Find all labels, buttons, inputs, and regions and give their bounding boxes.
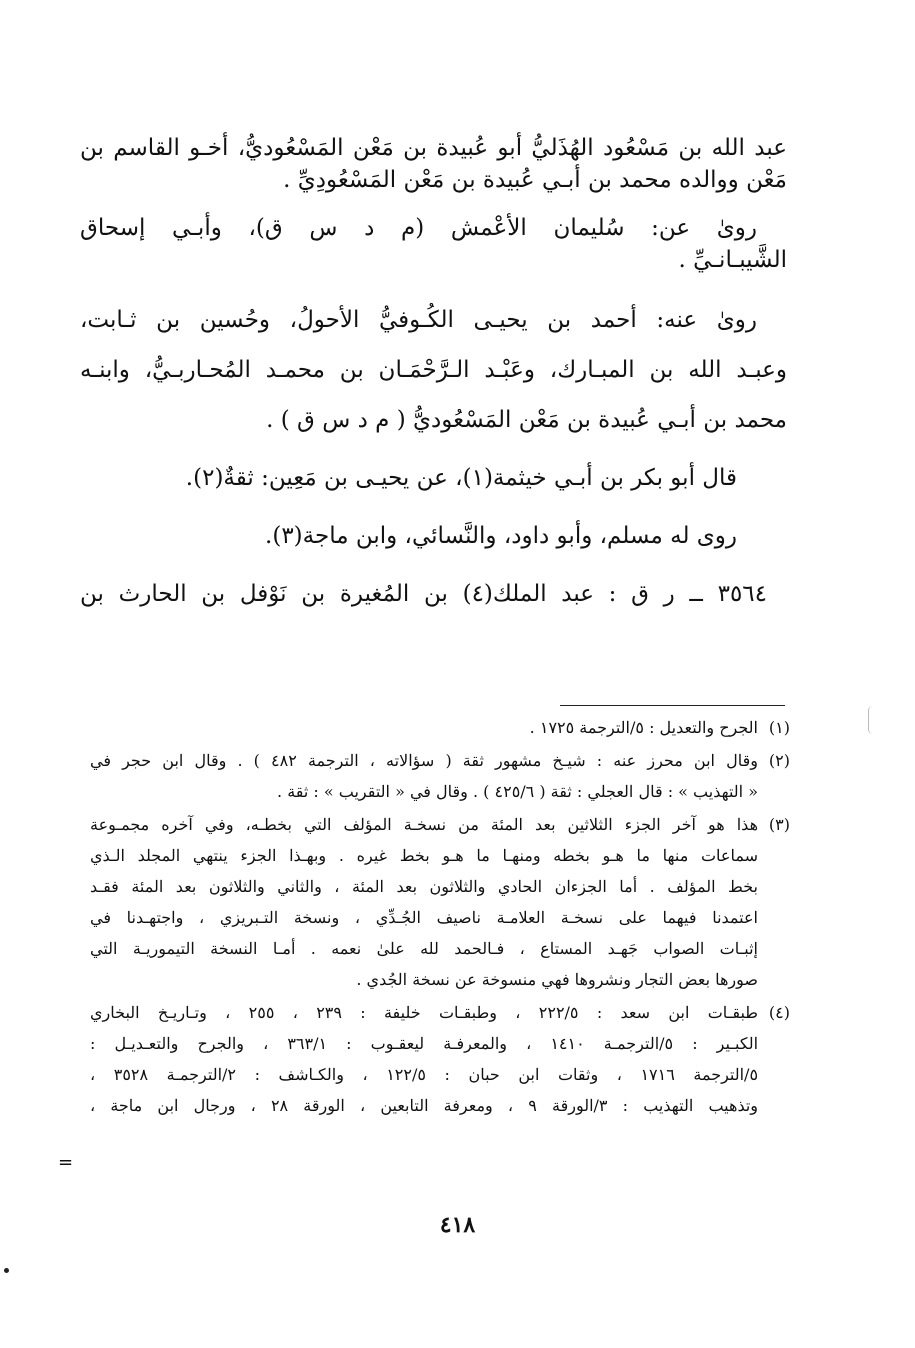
footnote-number: (٣) bbox=[768, 815, 790, 834]
entry-heading-3564: ٣٥٦٤ ــ ر ق : عبد الملك(٤) بن المُغيرة بن نَوْفل بن الحارث بن bbox=[80, 581, 768, 607]
footnote-line: الجرح والتعديل : ٥/الترجمة ١٧٢٥ . bbox=[529, 718, 758, 737]
footnote-line: وقال ابن محرز عنه : شيـخ مشهور ثقة ( سؤالاته ، الترجمة ٤٨٢ ) . وقال ابن حجر في bbox=[90, 751, 758, 770]
footnote-separator bbox=[560, 705, 785, 706]
riwaya-anhu-line: روىٰ عنه: أحمد بن يحيـى الكُـوفيُّ الأحولُ، وحُسين بن ثـابت، bbox=[80, 307, 757, 333]
footnote-line: صورها بعض التجار ونشروها فهي منسوخة عن نسخة الجُدي . bbox=[356, 970, 758, 989]
text-line: مَعْن ووالده محمد بن أبـي عُبيدة بن مَعْن المَسْعُودِيِّ . bbox=[283, 167, 787, 193]
footnote-line: وتذهيب التهذيب : ٣/الورقة ٩ ، ومعرفة التابعين ، الورقة ٢٨ ، ورجال ابن ماجة ، bbox=[90, 1096, 759, 1115]
text-line: الشَّيبـانـيِّ . bbox=[678, 247, 787, 273]
footnote-line: الكبـير : ٥/الترجمـة ١٤١٠ ، والمعرفـة ليعقـوب : ٣٦٣/١ ، والجرح والتعـديـل : bbox=[90, 1034, 759, 1053]
footnote-line: « التهذيب » : قال العجلي : ثقة ( ٤٢٥/٦ ) . وقال في « التقريب » : ثقة . bbox=[277, 782, 758, 801]
text-line: محمد بن أبـي عُبيدة بن مَعْن المَسْعُوديُّ ( م د س ق ) . bbox=[266, 407, 787, 433]
footnote-number: (٢) bbox=[768, 751, 790, 770]
footnote-line: هذا هو آخر الجزء الثلاثين بعد المئة من نسخـة المؤلف التي بخطـه، وفي آخره مجمـوعة bbox=[90, 815, 758, 834]
footnote-line: إثبـات الصواب جَهـد المستاع ، فـالحمد لله علىٰ نعمه . أمـا النسخة التيموريـة التي bbox=[90, 939, 758, 958]
scan-speck bbox=[4, 1268, 9, 1273]
main-text bbox=[80, 132, 787, 610]
footnote-4 bbox=[90, 997, 790, 1121]
page-edge-mark bbox=[868, 706, 877, 734]
footnote-number: (١) bbox=[768, 718, 790, 737]
footnote-number: (٤) bbox=[768, 1003, 790, 1022]
footnote-line: سماعات منها ما هـو بخطه ومنهـا ما هـو بخط غيره . وبهـذا الجزء ينتهي المجلد الـذي bbox=[90, 846, 758, 865]
footnote-3 bbox=[90, 809, 790, 995]
footnote-line: طبقـات ابن سعد : ٢٢٢/٥ ، وطبقـات خليفة : ٢٣٩ ، ٢٥٥ ، وتـاريـخ البخاري bbox=[90, 1003, 759, 1022]
footnote-line: ٥/الترجمة ١٧١٦ ، وثقات ابن حبان : ١٢٢/٥ ، والكـاشف : ٢/الترجمـة ٣٥٢٨ ، bbox=[90, 1065, 759, 1084]
footnote-line: بخط المؤلف . أما الجزءان الحادي والثلاثون بعد المئة ، والثاني والثلاثون بعد المئة فقـد bbox=[90, 877, 758, 896]
riwaya-an-line: روىٰ عن: سُليمان الأعْمش (م د س ق)، وأبـي إسحاق bbox=[80, 215, 757, 241]
footnote-2 bbox=[90, 745, 790, 807]
footnote-line: اعتمدنا فيهما على نسخـة العلامـة ناصيف الجُـدِّي ، ونسخة التـبريزي ، واجتهـدنا في bbox=[90, 908, 758, 927]
tawthiq-line: قال أبو بكر بن أبـي خيثمة(١)، عن يحيـى بن مَعِين: ثقةٌ(٢). bbox=[185, 465, 737, 491]
footnotes bbox=[90, 712, 790, 1123]
riwaya-lahu-line: روى له مسلم، وأبو داود، والنَّسائي، وابن ماجة(٣). bbox=[265, 523, 737, 549]
footnote-1 bbox=[90, 712, 790, 743]
page-number: ٤١٨ bbox=[439, 1212, 476, 1238]
text-line: عبد الله بن مَسْعُود الهُذَليُّ أبو عُبيدة بن مَعْن المَسْعُوديُّ، أخـو القاسم بن bbox=[80, 135, 787, 161]
continuation-mark: = bbox=[58, 1152, 74, 1173]
text-line: وعبـد الله بن المبـارك، وعَبْـد الـرَّحْمَـان بن محمـد المُحـاربـيُّ، وابنـه bbox=[80, 357, 787, 383]
